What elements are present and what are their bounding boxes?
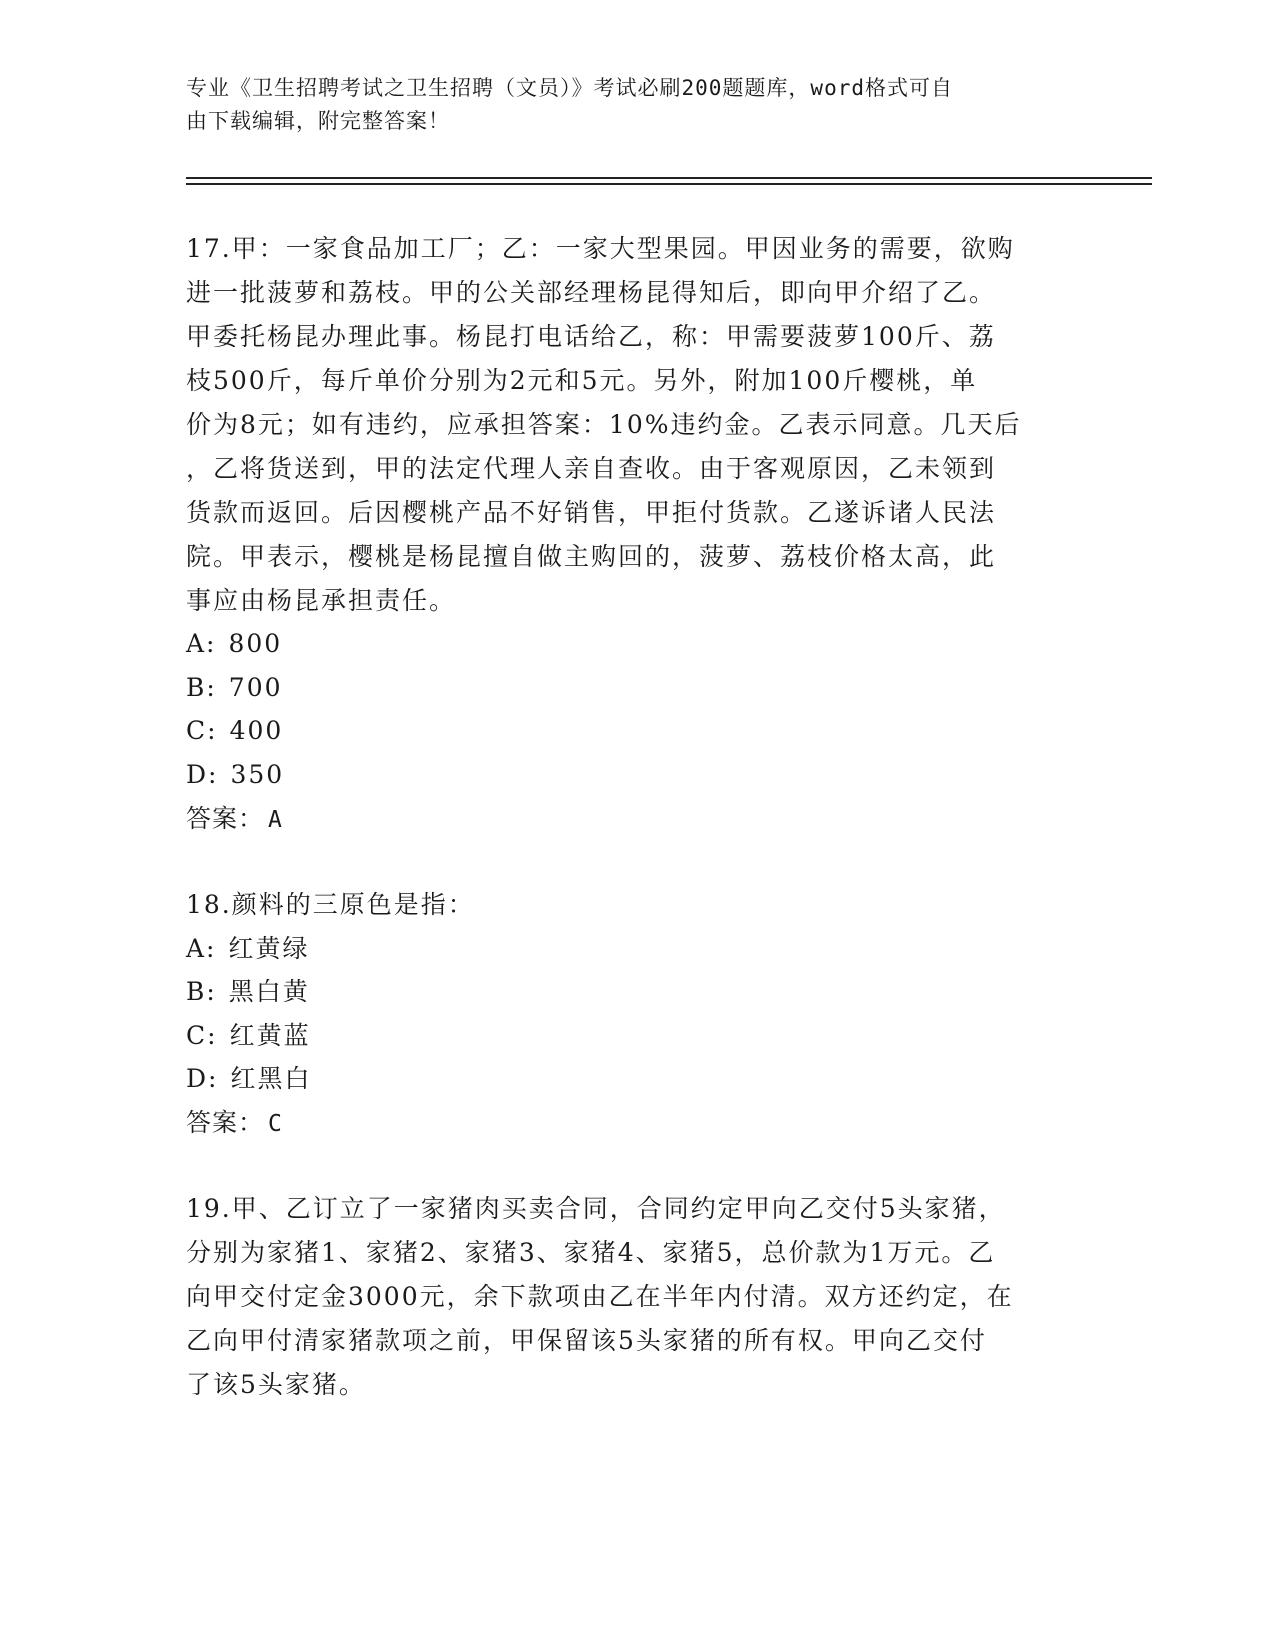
option-d — [186, 1062, 311, 1096]
answer-value: C — [268, 1111, 283, 1137]
question-stem-line: 价为8元；如有违约，应承担答案：10%违约金。乙表示同意。几天后 — [186, 410, 1022, 439]
question-stem-line: 乙向甲付清家猪款项之前，甲保留该5头家猪的所有权。甲向乙交付 — [186, 1326, 987, 1355]
option-key: D: — [186, 760, 219, 789]
option-text: 350 — [230, 760, 285, 789]
question-stem-line: 18.颜料的三原色是指： — [186, 890, 475, 919]
option-text: 700 — [228, 673, 283, 702]
option-c — [186, 1019, 311, 1053]
document-header — [186, 72, 1076, 138]
option-text: 400 — [229, 716, 284, 745]
header-line-1: 专业《卫生招聘考试之卫生招聘（文员）》考试必刷200题题库，word格式可自 — [186, 76, 953, 100]
question-stem-line: 19.甲、乙订立了一家猪肉买卖合同，合同约定甲向乙交付5头家猪， — [186, 1194, 1006, 1223]
question-stem-line: 事应由杨昆承担责任。 — [186, 586, 457, 615]
answer-line — [186, 1106, 283, 1141]
answer-label: 答案： — [186, 1108, 265, 1137]
option-text: 红黄绿 — [228, 934, 310, 963]
option-key: A: — [186, 934, 217, 963]
answer-line — [186, 802, 283, 837]
header-divider-bottom — [186, 183, 1152, 185]
option-b — [186, 671, 283, 705]
option-a — [186, 627, 282, 661]
question-stem-line: ，乙将货送到，甲的法定代理人亲自查收。由于客观原因，乙未领到 — [186, 454, 997, 483]
option-text: 红黑白 — [230, 1064, 312, 1093]
question-stem-line: 了该5头家猪。 — [186, 1370, 366, 1399]
option-key: D: — [186, 1064, 219, 1093]
question-stem-line: 货款而返回。后因樱桃产品不好销售，甲拒付货款。乙遂诉诸人民法 — [186, 498, 997, 527]
header-line-2: 由下载编辑，附完整答案！ — [186, 109, 450, 133]
question-stem-line: 甲委托杨昆办理此事。杨昆打电话给乙，称：甲需要菠萝100斤、荔 — [186, 322, 996, 351]
option-text: 红黄蓝 — [229, 1021, 311, 1050]
question-stem-line: 院。甲表示，樱桃是杨昆擅自做主购回的，菠萝、荔枝价格太高，此 — [186, 542, 997, 571]
answer-value: A — [268, 807, 283, 833]
option-c — [186, 714, 283, 748]
option-key: B: — [186, 673, 217, 702]
option-d — [186, 758, 284, 792]
answer-label: 答案： — [186, 804, 265, 833]
option-text: 黑白黄 — [228, 977, 310, 1006]
question-stem-line: 向甲交付定金3000元，余下款项由乙在半年内付清。双方还约定，在 — [186, 1282, 1014, 1311]
question-stem-line: 进一批菠萝和荔枝。甲的公关部经理杨昆得知后，即向甲介绍了乙。 — [186, 278, 997, 307]
option-key: C: — [186, 716, 218, 745]
option-text: 800 — [228, 629, 283, 658]
question-stem-line: 17.甲：一家食品加工厂；乙：一家大型果园。甲因业务的需要，欲购 — [186, 234, 1015, 263]
question-stem-line: 枝500斤，每斤单价分别为2元和5元。另外，附加100斤樱桃，单 — [186, 366, 978, 395]
header-divider-top — [186, 177, 1152, 179]
option-key: A: — [186, 629, 217, 658]
option-key: B: — [186, 977, 217, 1006]
option-a — [186, 932, 310, 966]
question-stem-line: 分别为家猪1、家猪2、家猪3、家猪4、家猪5，总价款为1万元。乙 — [186, 1238, 996, 1267]
option-b — [186, 975, 310, 1009]
option-key: C: — [186, 1021, 218, 1050]
